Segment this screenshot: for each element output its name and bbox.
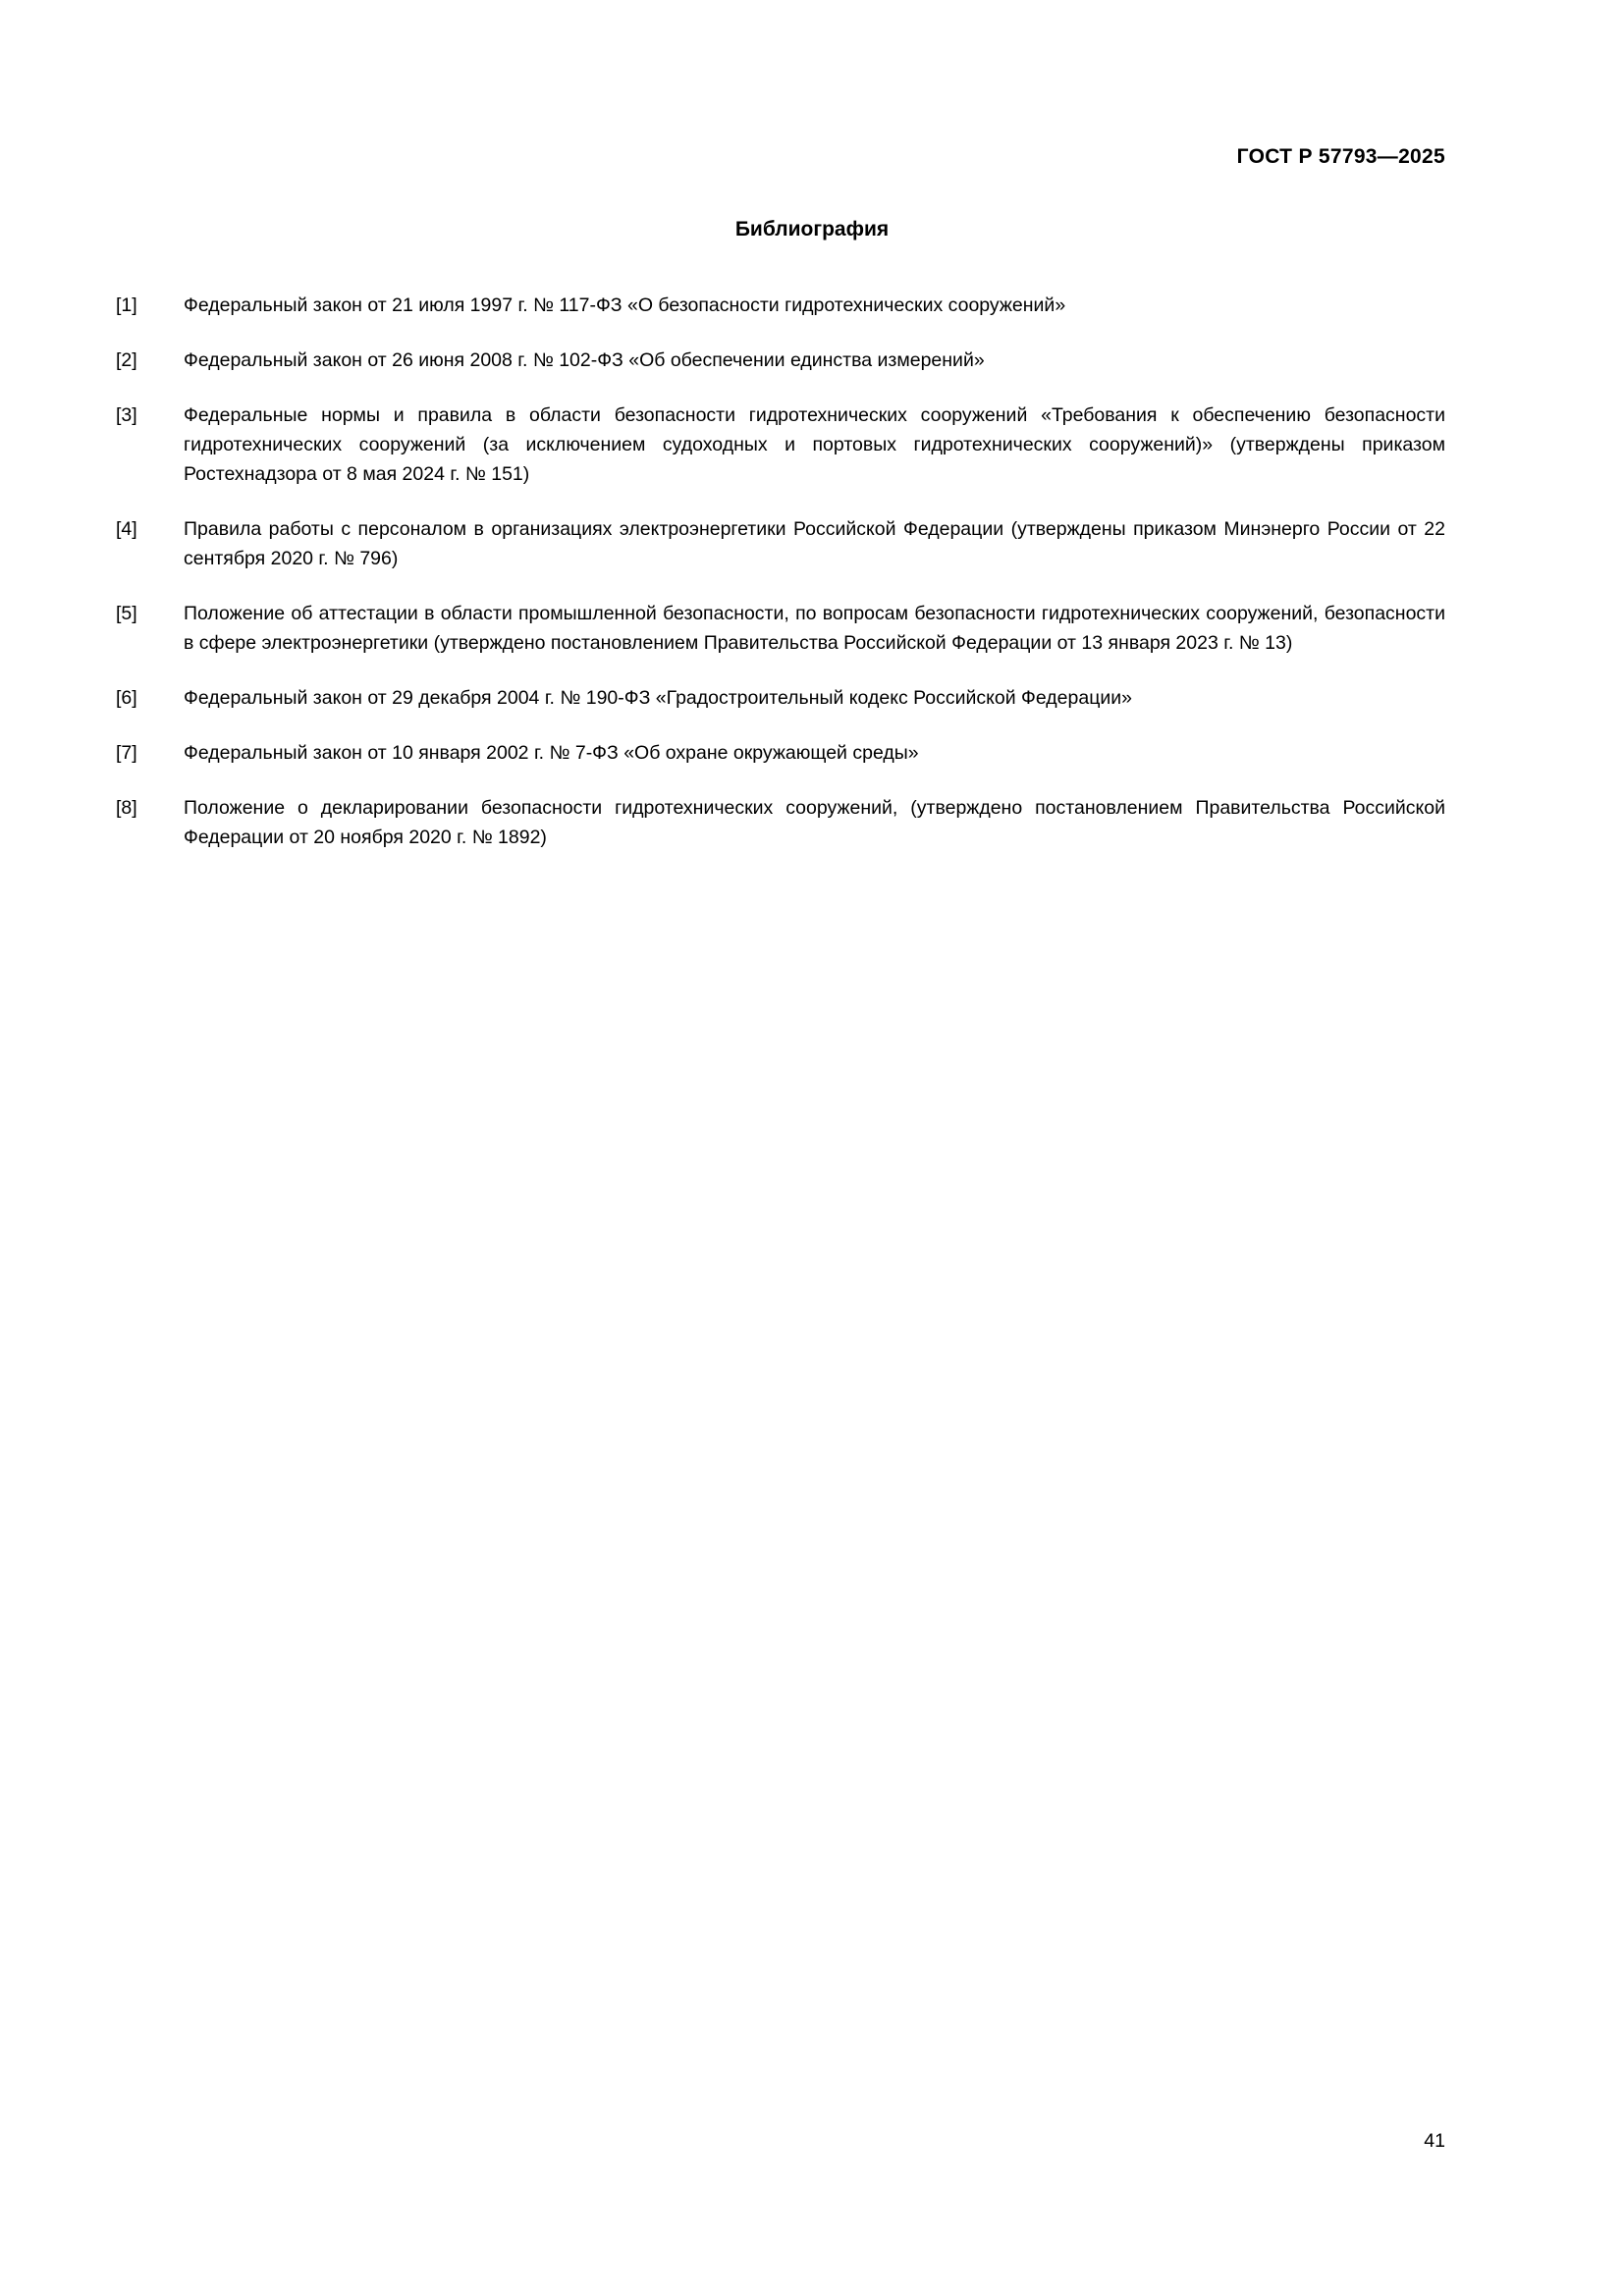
list-item (116, 514, 1445, 573)
reference-marker: [4] (116, 518, 137, 540)
list-item (116, 599, 1445, 658)
reference-text: Правила работы с персоналом в организациях электроэнергетики Российской Федерации (утверждены приказом Минэнерго России от 22 сентября 2020 г. № 796) (184, 518, 1445, 569)
reference-marker: [5] (116, 603, 137, 624)
reference-marker: [1] (116, 294, 137, 316)
list-item (116, 291, 1445, 320)
list-item (116, 400, 1445, 489)
reference-text: Положение об аттестации в области промышленной безопасности, по вопросам безопасности гидротехнических сооружений, безопасности в сфере электроэнергетики (утверждено постановлением Правительства Российской Федерации от 13 января 2023 г. № 13) (184, 603, 1445, 654)
reference-marker: [6] (116, 687, 137, 709)
reference-text: Положение о декларировании безопасности гидротехнических сооружений, (утверждено постановлением Правительства Российской Федерации от 20 ноября 2020 г. № 1892) (184, 797, 1445, 848)
reference-marker: [7] (116, 742, 137, 764)
reference-text: Федеральный закон от 21 июля 1997 г. № 117-ФЗ «О безопасности гидротехнических сооружений» (184, 294, 1066, 316)
bibliography-list (116, 291, 1445, 878)
reference-marker: [3] (116, 404, 137, 426)
reference-text: Федеральные нормы и правила в области безопасности гидротехнических сооружений «Требования к обеспечению безопасности гидротехнических сооружений (за исключением судоходных и портовых гидротехнических сооружений)» (утверждены приказом Ростехнадзора от 8 мая 2024 г. № 151) (184, 404, 1445, 485)
page-title: Библиография (734, 218, 890, 240)
reference-marker: [8] (116, 797, 137, 819)
list-item (116, 346, 1445, 375)
reference-text: Федеральный закон от 29 декабря 2004 г. № 190-ФЗ «Градостроительный кодекс Российской Федерации» (184, 687, 1133, 709)
page-number: 41 (1424, 2130, 1445, 2152)
reference-text: Федеральный закон от 10 января 2002 г. № 7-ФЗ «Об охране окружающей среды» (184, 742, 919, 764)
reference-marker: [2] (116, 349, 137, 371)
list-item (116, 738, 1445, 768)
page-header-standard-id: ГОСТ Р 57793—2025 (1236, 145, 1445, 168)
list-item (116, 683, 1445, 713)
list-item (116, 793, 1445, 852)
reference-text: Федеральный закон от 26 июня 2008 г. № 102-ФЗ «Об обеспечении единства измерений» (184, 349, 985, 371)
